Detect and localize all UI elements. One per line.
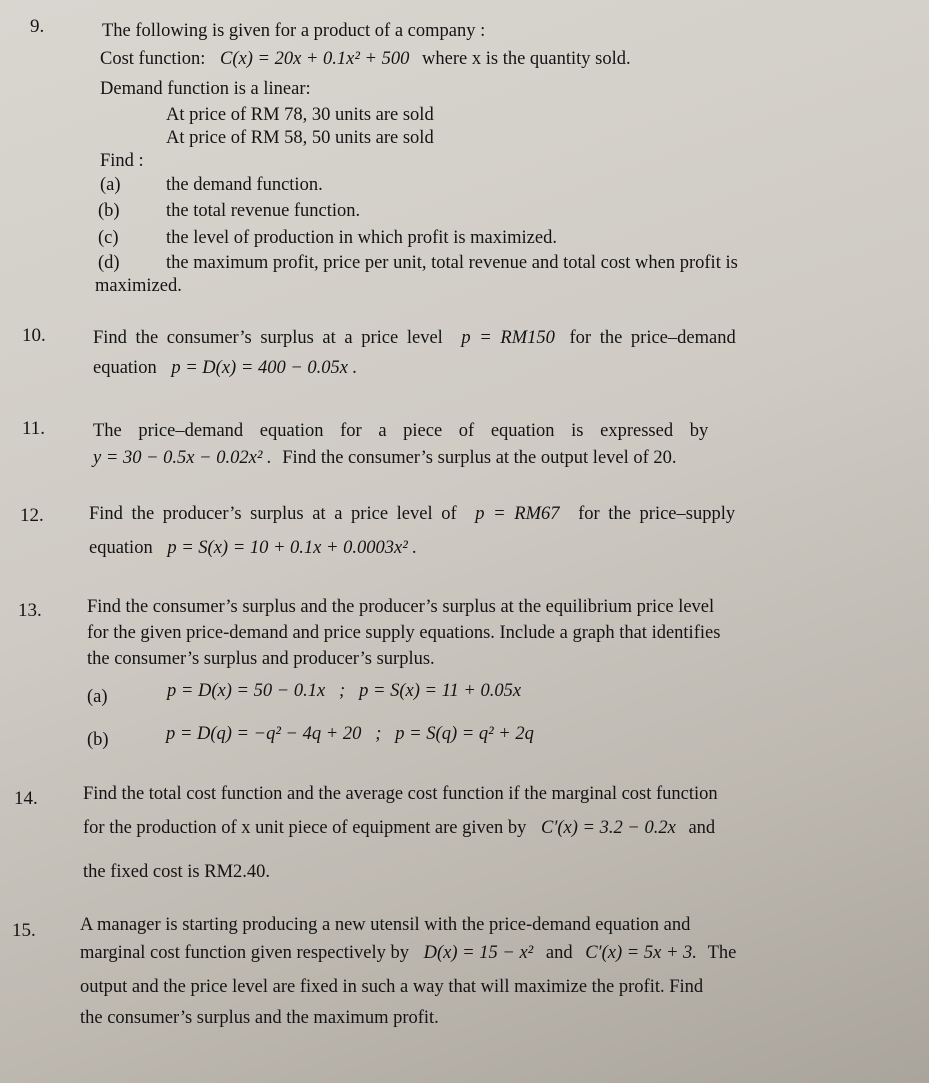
q15-line2-suffix: The xyxy=(707,943,737,963)
q14-line1: Find the total cost function and the average cost function if the marginal cost function xyxy=(83,784,718,804)
q12-line1 xyxy=(89,503,735,525)
question-number: 9. xyxy=(30,16,45,37)
q15-line4: the consumer’s surplus and the maximum profit. xyxy=(80,1008,439,1028)
q14-line2 xyxy=(83,817,715,839)
part-text: the level of production in which profit is maximized. xyxy=(166,228,557,248)
q10-line2 xyxy=(93,357,357,379)
q12-line2 xyxy=(89,537,417,559)
part-label: (d) xyxy=(98,253,120,273)
cost-function-equation: C(x) = 20x + 0.1x² + 500 xyxy=(219,49,410,69)
equation-pair-a: p = D(x) = 50 − 0.1x ; p = S(x) = 11 + 0.05x xyxy=(167,681,522,701)
q15-line1: A manager is starting producing a new utensil with the price-demand equation and xyxy=(80,915,691,935)
q13-line1: Find the consumer’s surplus and the producer’s surplus at the equilibrium price level xyxy=(87,597,715,617)
q9-demand-intro: Demand function is a linear: xyxy=(100,79,311,99)
q9-cost-prefix: Cost function: xyxy=(100,49,206,69)
q9-find: Find : xyxy=(100,151,144,171)
part-label: (a) xyxy=(100,175,121,195)
q13-line2: for the given price-demand and price supply equations. Include a graph that identifies xyxy=(87,623,721,643)
question-number: 15. xyxy=(12,920,36,941)
price-supply-equation: p = S(x) = 10 + 0.1x + 0.0003x² . xyxy=(167,538,418,558)
question-number: 10. xyxy=(22,325,46,346)
price-level-equation: p = RM67 xyxy=(475,504,560,524)
q14-line3: the fixed cost is RM2.40. xyxy=(83,862,271,882)
q9-demand-line1: At price of RM 78, 30 units are sold xyxy=(166,105,434,125)
question-number: 14. xyxy=(14,788,38,809)
q14-line2-prefix: for the production of x unit piece of equipment are given by xyxy=(83,818,527,838)
marginal-cost-equation: C′(x) = 5x + 3. xyxy=(585,943,697,963)
q10-line2-prefix: equation xyxy=(93,358,157,378)
q15-line2 xyxy=(80,942,736,964)
part-label: (c) xyxy=(98,228,119,248)
q13-line3: the consumer’s surplus and producer’s surplus. xyxy=(87,649,435,669)
q11-line1: The price–demand equation for a piece of equation is expressed by xyxy=(93,421,709,441)
part-label: (b) xyxy=(87,730,109,750)
q9-part-d-cont: maximized. xyxy=(95,276,182,296)
part-text: the total revenue function. xyxy=(166,201,361,221)
q10-line1 xyxy=(93,327,736,349)
question-number: 13. xyxy=(18,600,42,621)
part-text: the demand function. xyxy=(166,175,323,195)
price-demand-equation: p = D(x) = 400 − 0.05x . xyxy=(171,358,358,378)
part-label: (b) xyxy=(98,201,120,221)
equation-pair-b: p = D(q) = −q² − 4q + 20 ; p = S(q) = q² + 2q xyxy=(166,724,534,744)
part-text: the maximum profit, price per unit, total revenue and total cost when profit is xyxy=(166,253,738,273)
price-level-equation: p = RM150 xyxy=(461,328,555,348)
q11-line2-suffix: Find the consumer’s surplus at the output level of 20. xyxy=(282,448,677,468)
q9-cost-suffix: where x is the quantity sold. xyxy=(422,49,631,69)
q12-line1-prefix: Find the producer’s surplus at a price level of xyxy=(89,504,457,524)
q15-line2-prefix: marginal cost function given respectively by xyxy=(80,943,409,963)
question-number: 11. xyxy=(22,418,46,439)
q10-line1-suffix: for the price–demand xyxy=(569,328,736,348)
q10-line1-prefix: Find the consumer’s surplus at a price level xyxy=(93,328,443,348)
q12-line1-suffix: for the price–supply xyxy=(578,504,736,524)
part-label: (a) xyxy=(87,687,108,707)
q12-line2-prefix: equation xyxy=(89,538,153,558)
price-demand-equation: D(x) = 15 − x² xyxy=(423,943,534,963)
q9-intro: The following is given for a product of a company : xyxy=(102,21,486,41)
marginal-cost-equation: C′(x) = 3.2 − 0.2x xyxy=(540,818,676,838)
q11-line2 xyxy=(93,447,677,469)
q15-line2-mid: and xyxy=(545,943,573,963)
price-demand-equation: y = 30 − 0.5x − 0.02x² . xyxy=(93,448,272,468)
q9-cost-line xyxy=(100,48,631,70)
q14-line2-suffix: and xyxy=(688,818,716,838)
q9-demand-line2: At price of RM 58, 50 units are sold xyxy=(166,128,434,148)
q15-line3: output and the price level are fixed in such a way that will maximize the profit. Find xyxy=(80,977,704,997)
question-number: 12. xyxy=(20,505,44,526)
